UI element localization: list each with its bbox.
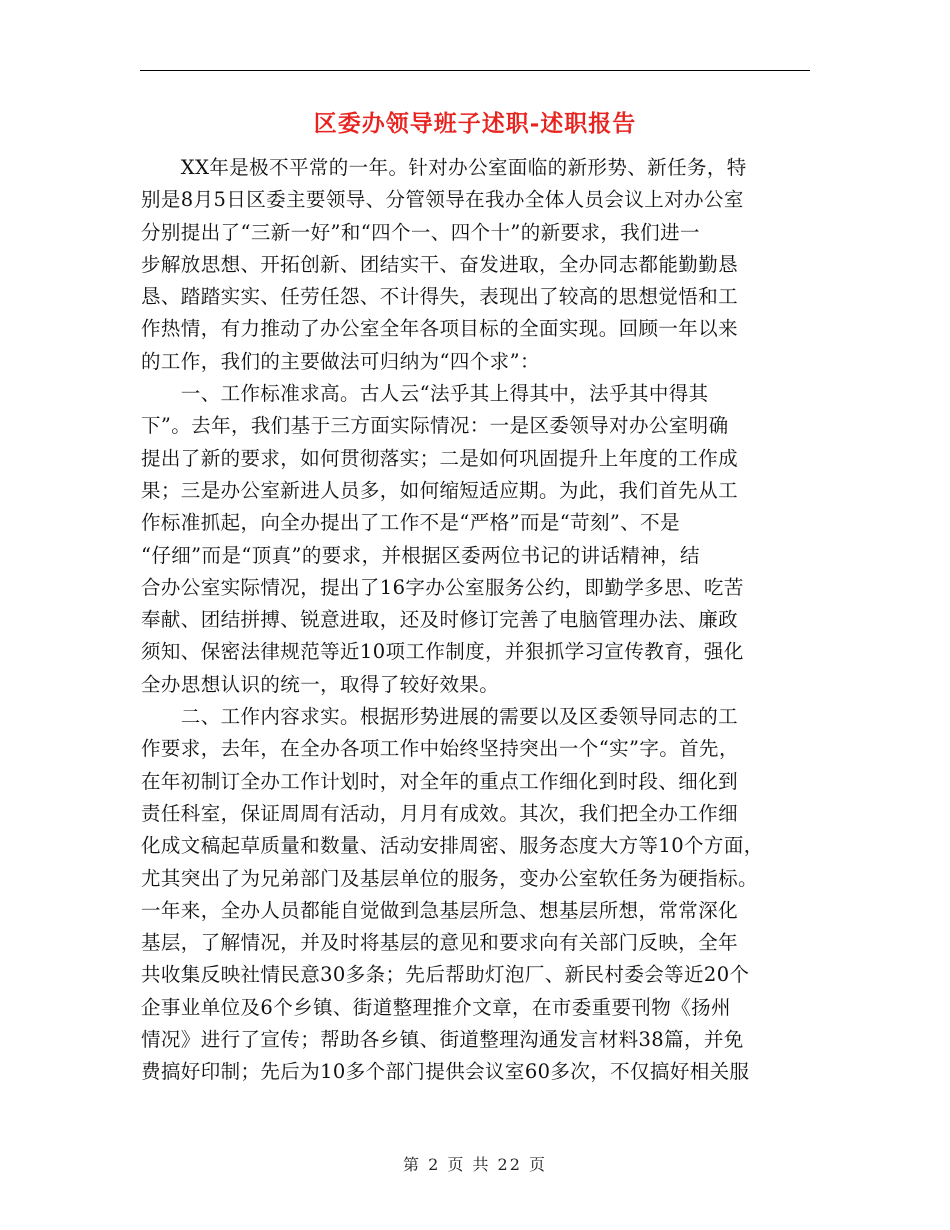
body-text-line: 步解放思想、开拓创新、团结实干、奋发进取，全办同志都能勤勤恳 [141,252,739,276]
body-text-line: 尤其突出了为兄弟部门及基层单位的服务，变办公室软任务为硬指标。 [141,866,758,890]
body-text-line: 提出了新的要求，如何贯彻落实；二是如何巩固提升上年度的工作成 [141,446,739,470]
body-text-line: 作标准抓起，向全办提出了工作不是“严格”而是“苛刻”、不是 [141,511,680,535]
body-text-line: 分别提出了“三新一好”和“四个一、四个十”的新要求，我们进一 [141,220,700,244]
document-body [141,152,813,1089]
body-text-line: 的工作，我们的主要做法可归纳为“四个求”： [141,349,540,373]
body-text-line: 恳、踏踏实实、任劳任怨、不计得失，表现出了较高的思想觉悟和工 [141,285,739,309]
body-text-line: “仔细”而是“顶真”的要求，并根据区委两位书记的讲话精神，结 [141,543,700,567]
body-text-line: 化成文稿起草质量和数量、活动安排周密、服务态度大方等10个方面， [141,834,764,858]
body-text-line: 二、工作内容求实。根据形势进展的需要以及区委领导同志的工 [141,705,739,729]
body-text-line: 作要求，去年，在全办各项工作中始终坚持突出一个“实”字。首先， [141,737,739,761]
body-text-line: 全办思想认识的统一，取得了较好效果。 [141,672,500,696]
body-text-line: 合办公室实际情况，提出了16字办公室服务公约，即勤学多思、吃苦 [141,575,744,599]
body-text-line: 共收集反映社情民意30多条；先后帮助灯泡厂、新民村委会等近20个 [141,963,750,987]
body-text-line: 果；三是办公室新进人员多，如何缩短适应期。为此，我们首先从工 [141,478,739,502]
body-text-line: 费搞好印制；先后为10多个部门提供会议室60多次，不仅搞好相关服 [141,1060,750,1084]
body-text-line: 下”。去年，我们基于三方面实际情况：一是区委领导对办公室明确 [141,414,729,438]
header-rule [140,70,810,71]
body-text-line: 情况》进行了宣传；帮助各乡镇、街道整理沟通发言材料38篇，并免 [141,1028,744,1052]
body-text-line: 作热情，有力推动了办公室全年各项目标的全面实现。回顾一年以来 [141,317,739,341]
body-text-line: 企事业单位及6个乡镇、街道整理推介文章，在市委重要刊物《扬州 [141,995,731,1019]
document-title: 区委办领导班子述职-述职报告 [313,110,637,137]
body-text-line: 别是8月5日区委主要领导、分管领导在我办全体人员会议上对办公室 [141,188,744,212]
body-text-line: 一年来，全办人员都能自觉做到急基层所急、想基层所想，常常深化 [141,898,739,922]
body-text-line: 奉献、团结拼搏、锐意进取，还及时修订完善了电脑管理办法、廉政 [141,608,739,632]
page-footer: 第 2 页 共 22 页 [403,1155,547,1174]
body-text-line: 在年初制订全办工作计划时，对全年的重点工作细化到时段、细化到 [141,769,739,793]
body-text-line: XX年是极不平常的一年。针对办公室面临的新形势、新任务，特 [141,156,747,179]
body-text-line: 责任科室，保证周周有活动，月月有成效。其次，我们把全办工作细 [141,801,739,825]
body-text-line: 基层，了解情况，并及时将基层的意见和要求向有关部门反映，全年 [141,931,739,955]
body-text-line: 须知、保密法律规范等近10项工作制度，并狠抓学习宣传教育，强化 [141,640,744,664]
body-text-line: 一、工作标准求高。古人云“法乎其上得其中，法乎其中得其 [141,382,709,406]
